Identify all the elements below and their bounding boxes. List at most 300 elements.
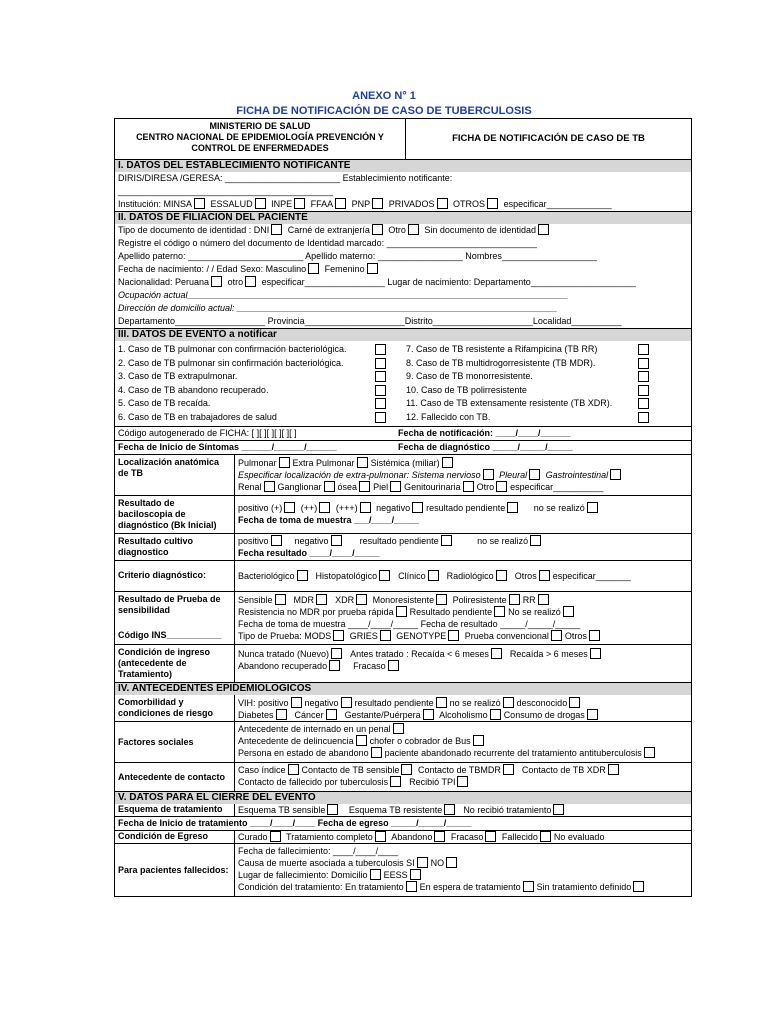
section-2-title: II. DATOS DE FILIACION DEL PACIENTE	[115, 211, 691, 224]
sens-nr-checkbox[interactable]	[563, 606, 574, 617]
section-5-title: V. DATOS PARA EL CIERRE DEL EVENTO	[115, 791, 691, 804]
penal-checkbox[interactable]	[393, 723, 404, 734]
opt-label: Fracaso	[450, 832, 484, 842]
form-code-field[interactable]: Código autogenerado de FICHA: [ ][ ][ ][ ][ ][ ]	[118, 428, 297, 438]
event-option	[118, 397, 403, 411]
sens-dates-field[interactable]: Fecha de toma de muestra ____/____/_____ Fecha de resultado _____/_____/_____	[238, 619, 581, 629]
opt-label: Diabetes	[238, 710, 274, 720]
opt-label: chofer o cobrador de Bus	[369, 736, 471, 746]
sens-xdr-checkbox[interactable]	[356, 594, 367, 605]
social-values	[235, 722, 691, 762]
sens-pend-checkbox[interactable]	[494, 606, 505, 617]
cult-neg-checkbox[interactable]	[331, 535, 342, 546]
vih-unk-checkbox[interactable]	[569, 697, 580, 708]
cult-nr-checkbox[interactable]	[530, 535, 541, 546]
event-checkbox[interactable]	[638, 385, 649, 396]
genito-checkbox[interactable]	[463, 481, 474, 492]
occupation-field[interactable]: Ocupación actual____________________________________________________________________________	[118, 290, 568, 300]
institution-inpe-label: INPE	[271, 199, 293, 209]
event-options	[115, 341, 691, 426]
event-option	[406, 397, 691, 411]
abandono-egr-checkbox[interactable]	[434, 831, 445, 842]
specify-field[interactable]: especificar_______	[552, 571, 631, 581]
event-option	[118, 343, 403, 357]
opt-label: Fracaso	[353, 661, 386, 671]
cause-si-checkbox[interactable]	[417, 857, 428, 868]
opt-label: XDR	[335, 595, 355, 605]
scheme-row	[115, 804, 691, 816]
birthplace-field[interactable]: especificar________________ Lugar de nacimiento: Departamento_____________________	[261, 277, 636, 287]
bk-pend-checkbox[interactable]	[507, 502, 518, 513]
contact-line	[238, 764, 691, 776]
diris-field[interactable]: DIRIS/DIRESA /GERESA: _______________________ Establecimiento notificante:	[118, 173, 453, 183]
comorbidity-label: Comorbilidad y condiciones de riesgo	[115, 695, 235, 721]
bk-sample-date-field[interactable]: Fecha de toma de muestra ___/____/_____	[238, 515, 420, 525]
otros-checkbox[interactable]	[487, 198, 498, 209]
form-header-title: FICHA DE NOTIFICACIÓN DE CASO DE TB	[452, 133, 645, 144]
vih-pend-checkbox[interactable]	[436, 697, 447, 708]
indice-checkbox[interactable]	[288, 764, 299, 775]
crit-otros-checkbox[interactable]	[539, 570, 550, 581]
piel-checkbox[interactable]	[390, 481, 401, 492]
crit-clin-checkbox[interactable]	[428, 570, 439, 581]
doc-other-checkbox[interactable]	[408, 224, 419, 235]
opt-label: Contacto de fallecido por tuberculosis	[238, 777, 389, 787]
opt-label: Poliresistente	[452, 595, 507, 605]
pleural-checkbox[interactable]	[529, 469, 540, 480]
opt-label: no se realizó	[477, 536, 529, 546]
institution-essalud-label: ESSALUD	[210, 199, 253, 209]
location-line	[238, 457, 691, 469]
doc-none-label: Sin documento de identidad	[424, 225, 536, 235]
section-1-title: I. DATOS DEL ESTABLECIMIENTO NOTIFICANTE	[115, 159, 691, 172]
notification-date-field[interactable]: Fecha de notificación: ____/____/______	[398, 428, 571, 438]
diagnosis-date-field[interactable]: Fecha de diagnóstico _____/_____/_____	[398, 442, 573, 452]
opt-label: Fallecido	[501, 832, 538, 842]
birth-sex-row	[115, 263, 691, 276]
location-label: Localización anatómica de TB	[115, 455, 235, 495]
event-col-right	[403, 343, 691, 424]
event-option	[118, 411, 403, 425]
fracaso-egr-checkbox[interactable]	[485, 831, 496, 842]
opt-label: GRIES	[349, 631, 378, 641]
event-label: 10. Caso de TB polirresistente	[406, 384, 527, 395]
opt-label: ósea	[337, 482, 358, 492]
cause-no-checkbox[interactable]	[446, 857, 457, 868]
opt-label: EESS	[383, 870, 408, 880]
opt-label: Ganglionar	[277, 482, 322, 492]
test-mods-checkbox[interactable]	[333, 630, 344, 641]
sens-rapid-checkbox[interactable]	[396, 606, 407, 617]
opt-label: Abandono	[391, 832, 433, 842]
delincuencia-checkbox[interactable]	[356, 735, 367, 746]
domicilio-checkbox[interactable]	[370, 869, 381, 880]
test-gries-checkbox[interactable]	[380, 630, 391, 641]
opt-label: Antecedente de internado en un penal	[238, 724, 391, 734]
opt-label: Especificar localización de extra-pulmonar: Sistema nervioso	[238, 470, 481, 480]
sens-rr-checkbox[interactable]	[538, 594, 549, 605]
criteria-row	[115, 560, 691, 591]
ministry-name: MINISTERIO DE SALUD	[209, 121, 311, 131]
opt-label: MDR	[293, 595, 315, 605]
bk-neg-checkbox[interactable]	[412, 502, 423, 513]
bk-pos3-checkbox[interactable]	[360, 502, 371, 513]
opt-label: Caso índice	[238, 765, 286, 775]
deceased-line	[238, 857, 691, 869]
contact-mdr-checkbox[interactable]	[503, 764, 514, 775]
opt-label: RR	[522, 595, 536, 605]
contact-sens-checkbox[interactable]	[401, 764, 412, 775]
section-1-body	[115, 172, 691, 211]
culture-line	[238, 535, 691, 547]
essalud-checkbox[interactable]	[255, 198, 266, 209]
crit-rad-checkbox[interactable]	[496, 570, 507, 581]
completo-checkbox[interactable]	[375, 831, 386, 842]
opt-label: no se realizó	[533, 503, 585, 513]
bk-row	[115, 495, 691, 533]
cancer-checkbox[interactable]	[326, 709, 337, 720]
admission-row	[115, 644, 691, 682]
opt-label: Gastrointestinal	[545, 470, 609, 480]
opt-label: En espera de tratamiento	[419, 882, 521, 892]
sens-poli-checkbox[interactable]	[509, 594, 520, 605]
comorb-line	[238, 709, 691, 721]
opt-label: (+++)	[335, 503, 358, 513]
test-conv-checkbox[interactable]	[551, 630, 562, 641]
gestante-checkbox[interactable]	[423, 709, 434, 720]
opt-label: Otros	[514, 571, 537, 581]
event-checkbox[interactable]	[375, 412, 386, 423]
event-col-left	[115, 343, 403, 424]
opt-label: no se realizó	[449, 698, 501, 708]
institution-minsa-label: Institución: MINSA	[118, 199, 193, 209]
en-espera-checkbox[interactable]	[523, 881, 534, 892]
death-date-field[interactable]: Fecha de fallecimiento: ____/____/____	[238, 846, 399, 856]
opt-label: resultado pendiente	[426, 503, 506, 513]
opt-label: Otros	[564, 631, 587, 641]
ministry-block	[115, 119, 406, 159]
culture-values	[235, 534, 691, 560]
doc-number-field[interactable]: Registre el código o número del documento de Identidad marcado: ______________________________	[118, 238, 537, 248]
sistema-nervioso-checkbox[interactable]	[483, 469, 494, 480]
name-fields[interactable]: Apellido paterno: _______________________ Apellido materno: _________________ Nombres___________________	[118, 251, 597, 261]
discharge-label: Condición de Egreso	[115, 831, 235, 843]
opt-label: Piel	[373, 482, 389, 492]
opt-label: Monoresistente	[372, 595, 435, 605]
section-4-title: IV. ANTECEDENTES EPIDEMIOLOGICOS	[115, 682, 691, 695]
center-name-2: CONTROL DE ENFERMEDADES	[191, 143, 329, 153]
doc-type-row	[115, 224, 691, 237]
nationality-other-label: otro	[227, 277, 244, 287]
treatment-start-field[interactable]: Fecha de Inicio de tratamiento ____/____/____	[118, 818, 318, 828]
bk-values	[235, 496, 691, 533]
institution-ffaa-label: FFAA	[310, 199, 334, 209]
social-line	[238, 723, 691, 735]
abandono-estado-checkbox[interactable]	[371, 747, 382, 758]
opt-label: negativo	[376, 503, 411, 513]
alcohol-checkbox[interactable]	[490, 709, 501, 720]
opt-label: NO	[430, 858, 445, 868]
event-checkbox[interactable]	[638, 344, 649, 355]
opt-label: Condición del tratamiento: En tratamiento	[238, 882, 404, 892]
opt-label: Renal	[238, 482, 262, 492]
section-3-title: III. DATOS DE EVENTO a notificar	[115, 328, 691, 341]
sensitivity-row	[115, 591, 691, 644]
deceased-line	[238, 869, 691, 881]
sens-mono-checkbox[interactable]	[436, 594, 447, 605]
deceased-row	[115, 843, 691, 896]
recaida-lt6-checkbox[interactable]	[491, 648, 502, 659]
event-label: 9. Caso de TB monorresistente.	[406, 371, 533, 381]
specify-field[interactable]: especificar__________	[510, 482, 604, 492]
opt-label: Causa de muerte asociada a tuberculosis SI	[238, 858, 415, 868]
sens-line	[238, 594, 691, 606]
opt-label: No evaluado	[553, 832, 605, 842]
peruana-checkbox[interactable]	[211, 276, 222, 287]
opt-label: No recibió tratamiento	[463, 805, 552, 815]
dni-checkbox[interactable]	[271, 224, 282, 235]
opt-label: Sin tratamiento definido	[536, 882, 632, 892]
event-option	[406, 411, 691, 425]
contact-line	[238, 776, 691, 788]
opt-label: Pleural	[499, 470, 528, 480]
event-checkbox[interactable]	[638, 358, 649, 369]
admission-line	[238, 648, 691, 660]
vih-pos-checkbox[interactable]	[291, 697, 302, 708]
tpi-checkbox[interactable]	[457, 776, 468, 787]
culture-label: Resultado cultivo diagnostico	[115, 534, 235, 560]
eess-checkbox[interactable]	[410, 869, 421, 880]
pnp-checkbox[interactable]	[372, 198, 383, 209]
opt-label: paciente abandonado recurrente del tratamiento antituberculosis	[384, 748, 642, 758]
fallecido-egr-checkbox[interactable]	[540, 831, 551, 842]
event-label: 7. Caso de TB resistente a Rifampicina (TB RR)	[406, 344, 598, 354]
event-checkbox[interactable]	[638, 371, 649, 382]
nationality-other-checkbox[interactable]	[245, 276, 256, 287]
opt-label: Prueba convencional	[464, 631, 549, 641]
social-line	[238, 735, 691, 747]
discharge-values	[235, 831, 691, 843]
gastro-checkbox[interactable]	[610, 469, 621, 480]
test-otros-checkbox[interactable]	[589, 630, 600, 641]
pulmonar-checkbox[interactable]	[279, 457, 290, 468]
fracaso-ing-checkbox[interactable]	[388, 660, 399, 671]
culture-result-date-field[interactable]: Fecha resultado ____/____/_____	[238, 548, 380, 558]
crit-bact-checkbox[interactable]	[297, 570, 308, 581]
sens-sensible-checkbox[interactable]	[275, 594, 286, 605]
opt-label: VIH: positivo	[238, 698, 289, 708]
renal-checkbox[interactable]	[264, 481, 275, 492]
event-checkbox[interactable]	[375, 398, 386, 409]
abandono-rec-checkbox[interactable]	[329, 660, 340, 671]
contact-label: Antecedente de contacto	[115, 763, 235, 791]
opt-label: negativo	[304, 698, 339, 708]
doc-other-label: Otro	[388, 225, 406, 235]
scheme-label: Esquema de tratamiento	[115, 804, 235, 816]
sens-line	[238, 630, 691, 642]
deceased-label: Para pacientes fallecidos:	[115, 844, 235, 896]
male-checkbox[interactable]	[308, 263, 319, 274]
opt-label: Contacto de TB sensible	[301, 765, 400, 775]
opt-label: Persona en estado de abandono	[238, 748, 369, 758]
diabetes-checkbox[interactable]	[276, 709, 287, 720]
curado-checkbox[interactable]	[270, 831, 281, 842]
opt-label: Bacteriológico	[238, 571, 295, 581]
criteria-label: Criterio diagnóstico:	[115, 561, 235, 591]
vih-nr-checkbox[interactable]	[503, 697, 514, 708]
opt-label: positivo (+)	[238, 503, 283, 513]
nationality-row	[115, 276, 691, 289]
sensitivity-label-block	[115, 592, 235, 644]
notification-form	[114, 118, 692, 897]
sensitivity-label: Resultado de Prueba de sensibilidad	[118, 594, 221, 615]
nunca-tratado-checkbox[interactable]	[331, 648, 342, 659]
discharge-row	[115, 830, 691, 843]
event-option	[406, 384, 691, 398]
event-checkbox[interactable]	[375, 344, 386, 355]
ce-checkbox[interactable]	[372, 224, 383, 235]
opt-label: Tratamiento completo	[286, 832, 373, 842]
event-option	[406, 370, 691, 384]
birth-date-field[interactable]: Fecha de nacimiento: / / Edad Sexo: Masculino	[118, 264, 307, 274]
social-label: Factores sociales	[115, 722, 235, 762]
bk-nr-checkbox[interactable]	[587, 502, 598, 513]
esq-sensible-checkbox[interactable]	[327, 804, 338, 815]
cult-pos-checkbox[interactable]	[271, 535, 282, 546]
comorbidity-values	[235, 695, 691, 721]
osea-checkbox[interactable]	[359, 481, 370, 492]
opt-label: (++)	[300, 503, 318, 513]
address-field[interactable]: Dirección de domicilio actual: ________________________________________________________________	[118, 303, 558, 313]
crit-histo-checkbox[interactable]	[379, 570, 390, 581]
criteria-line	[238, 570, 691, 582]
criteria-values	[235, 561, 691, 591]
bk-pos2-checkbox[interactable]	[319, 502, 330, 513]
nationality-peruana-label: Nacionalidad: Peruana	[118, 277, 210, 287]
event-checkbox[interactable]	[638, 412, 649, 423]
vih-neg-checkbox[interactable]	[341, 697, 352, 708]
treatment-dates-row	[115, 816, 691, 830]
culture-row	[115, 533, 691, 560]
opt-label: Consumo de drogas	[503, 710, 585, 720]
opt-label: Pulmonar	[238, 458, 277, 468]
establishment-field[interactable]: ___________________________________________	[118, 186, 334, 196]
otro-loc-checkbox[interactable]	[496, 481, 507, 492]
contact-xdr-checkbox[interactable]	[608, 764, 619, 775]
minsa-checkbox[interactable]	[194, 198, 205, 209]
privados-checkbox[interactable]	[437, 198, 448, 209]
test-genotype-checkbox[interactable]	[448, 630, 459, 641]
female-label: Femenino	[324, 264, 365, 274]
inpe-checkbox[interactable]	[294, 198, 305, 209]
opt-label: GENOTYPE	[396, 631, 447, 641]
abandono-recurrente-checkbox[interactable]	[644, 747, 655, 758]
social-row	[115, 721, 691, 762]
opt-label: Clínico	[398, 571, 426, 581]
form-header	[115, 119, 691, 159]
event-option	[118, 370, 403, 384]
event-option	[118, 384, 403, 398]
event-label: 6. Caso de TB en trabajadores de salud	[118, 411, 277, 422]
esq-resistente-checkbox[interactable]	[444, 804, 455, 815]
opt-label: Otro	[476, 482, 495, 492]
event-option	[118, 357, 403, 371]
chofer-checkbox[interactable]	[473, 735, 484, 746]
en-tratamiento-checkbox[interactable]	[406, 881, 417, 892]
opt-label: Extra Pulmonar	[292, 458, 355, 468]
doc-none-checkbox[interactable]	[538, 224, 549, 235]
opt-label: Gestante/Puérpera	[344, 710, 421, 720]
opt-label: Curado	[238, 832, 268, 842]
event-checkbox[interactable]	[375, 371, 386, 382]
institution-pnp-label: PNP	[351, 199, 371, 209]
center-name: CENTRO NACIONAL DE EPIDEMIOLOGÍA PREVENCIÓN Y	[136, 132, 384, 142]
event-label: 4. Caso de TB abandono recuperado.	[118, 384, 269, 395]
event-label: 1. Caso de TB pulmonar con confirmación bacteriológica.	[118, 344, 347, 354]
institution-specify-field[interactable]: especificar_____________	[503, 199, 612, 209]
event-option	[406, 343, 691, 357]
ins-code-field[interactable]: Código INS___________	[118, 630, 222, 640]
event-checkbox[interactable]	[375, 358, 386, 369]
esq-none-checkbox[interactable]	[553, 804, 564, 815]
bk-pos1-checkbox[interactable]	[284, 502, 295, 513]
sens-mdr-checkbox[interactable]	[316, 594, 327, 605]
female-checkbox[interactable]	[367, 263, 378, 274]
opt-label: desconocido	[516, 698, 568, 708]
opt-label: Antecedente de delincuencia	[238, 736, 354, 746]
ffaa-checkbox[interactable]	[335, 198, 346, 209]
contact-fallecido-checkbox[interactable]	[390, 776, 401, 787]
social-line	[238, 747, 691, 759]
event-label: 2. Caso de TB pulmonar sin confirmación bacteriológica.	[118, 357, 344, 368]
sin-definir-checkbox[interactable]	[633, 881, 644, 892]
section-2-body	[115, 224, 691, 328]
ganglionar-checkbox[interactable]	[324, 481, 335, 492]
location-field[interactable]: Departamento__________________ Provincia____________________Distrito____________________Localidad__________	[118, 316, 622, 326]
opt-label: Contacto de TBMDR	[417, 765, 501, 775]
opt-label: Esquema TB resistente	[348, 805, 443, 815]
scheme-line	[238, 804, 691, 816]
opt-label: Tipo de Prueba: MODS	[238, 631, 332, 641]
opt-label: Sistémica (miliar)	[370, 458, 440, 468]
extrapulmonar-checkbox[interactable]	[357, 457, 368, 468]
sens-line	[238, 606, 691, 618]
institution-privados-label: PRIVADOS	[388, 199, 435, 209]
comorb-line	[238, 697, 691, 709]
opt-label: No se realizó	[508, 607, 561, 617]
bk-label: Resultado de baciloscopia de diagnóstico (Bk Inicial)	[115, 496, 235, 533]
sistemica-checkbox[interactable]	[442, 457, 453, 468]
cult-pend-checkbox[interactable]	[441, 535, 452, 546]
opt-label: Sensible	[238, 595, 273, 605]
opt-label: Resistencia no MDR por prueba rápida	[238, 607, 394, 617]
annex-number: ANEXO N° 1	[352, 90, 416, 102]
contact-values	[235, 763, 691, 791]
symptom-onset-field[interactable]: Fecha de Inicio de Síntomas ______/______/______	[118, 442, 337, 452]
opt-label: Antes tratado : Recaída < 6 meses	[350, 649, 489, 659]
opt-label: Recaída > 6 meses	[509, 649, 588, 659]
event-checkbox[interactable]	[638, 398, 649, 409]
sensitivity-values	[235, 592, 691, 644]
discharge-date-field[interactable]: Fecha de egreso _____/_____/_____	[317, 818, 472, 828]
drogas-checkbox[interactable]	[587, 709, 598, 720]
recaida-gt6-checkbox[interactable]	[590, 648, 601, 659]
opt-label: Abandono recuperado	[238, 661, 328, 671]
event-checkbox[interactable]	[375, 385, 386, 396]
location-line	[238, 469, 691, 481]
contact-row	[115, 762, 691, 791]
institution-row	[115, 198, 691, 211]
